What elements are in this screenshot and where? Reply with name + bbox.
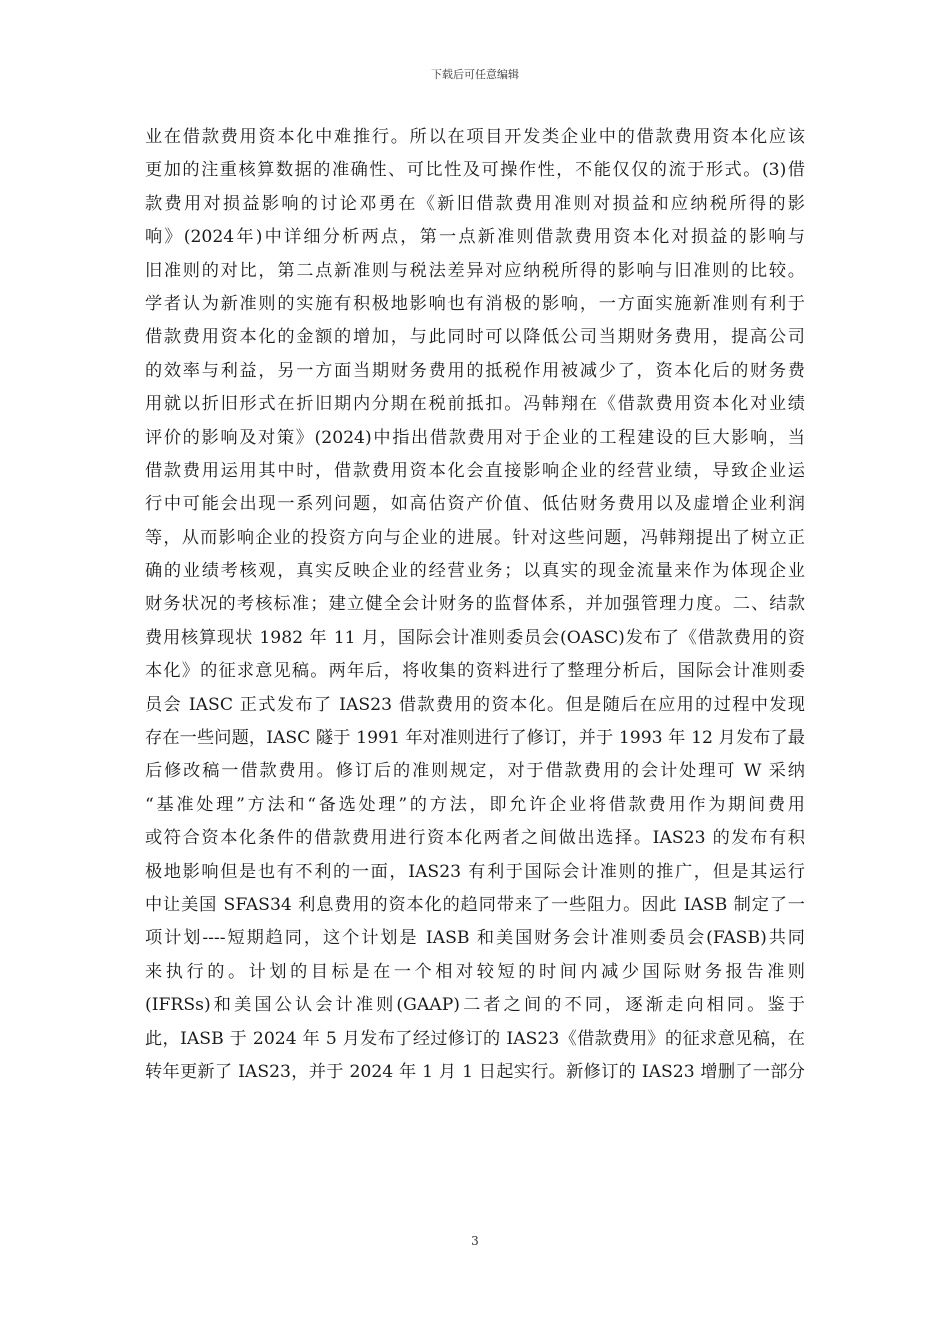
text-line: 等，从而影响企业的投资方向与企业的进展。针对这些问题，冯韩翔提出了树立正 [145,527,805,548]
page-header: 下载后可任意编辑 [431,68,519,81]
text-line: (IFRSs)和美国公认会计准则(GAAP)二者之间的不同，逐渐走向相同。鉴于 [145,995,805,1016]
text-line: 存在一些问题，IASC 隧于 1991 年对准则进行了修订，并于 1993 年 12 月发布了最 [145,728,805,749]
text-line: 极地影响但是也有不利的一面，IAS23 有利于国际会计准则的推广，但是其运行 [145,861,805,882]
text-line: 费用核算现状 1982 年 11 月，国际会计准则委员会(OASC)发布了《借款费用的资 [145,627,805,648]
text-line: 用就以折旧形式在折旧期内分期在税前抵扣。冯韩翔在《借款费用资本化对业绩 [145,394,805,415]
text-line: 来执行的。计划的目标是在一个相对较短的时间内减少国际财务报告准则 [145,961,805,982]
text-line: 财务状况的考核标准；建立健全会计财务的监督体系，并加强管理力度。二、结款 [145,594,805,615]
text-line: 或符合资本化条件的借款费用进行资本化两者之间做出选择。IAS23 的发布有积 [145,828,805,849]
text-line: 响》(2024年)中详细分析两点，第一点新准则借款费用资本化对损益的影响与 [145,227,805,248]
text-line: 行中可能会出现一系列问题，如高估资产价值、低估财务费用以及虚增企业利润 [145,494,805,515]
text-line: 项计划----短期趋同，这个计划是 IASB 和美国财务会计准则委员会(FASB)共同 [145,928,805,949]
text-line: 本化》的征求意见稿。两年后，将收集的资料进行了整理分析后，国际会计准则委 [145,661,805,682]
text-line: 后修改稿一借款费用。修订后的准则规定，对于借款费用的会计处理可 W 采纳 [145,761,805,782]
text-line: 学者认为新准则的实施有积极地影响也有消极的影响，一方面实施新准则有利于 [145,293,805,314]
text-line: 评价的影响及对策》(2024)中指出借款费用对于企业的工程建设的巨大影响，当 [145,427,805,448]
text-line: 借款费用运用其中时，借款费用资本化会直接影响企业的经营业绩，导致企业运 [145,460,805,481]
text-line: 旧准则的对比，第二点新准则与税法差异对应纳税所得的影响与旧准则的比较。 [145,260,805,281]
page-number: 3 [471,1234,479,1248]
text-line: 此，IASB 于 2024 年 5 月发布了经过修订的 IAS23《借款费用》的征求意见稿，在 [145,1028,805,1049]
text-line: 中让美国 SFAS34 利息费用的资本化的趋同带来了一些阻力。因此 IASB 制定了一 [145,894,805,915]
text-line: 款费用对损益影响的讨论邓勇在《新旧借款费用准则对损益和应纳税所得的影 [145,193,805,214]
text-line: “基准处理”方法和“备选处理”的方法，即允许企业将借款费用作为期间费用 [145,794,805,815]
text-line: 业在借款费用资本化中难推行。所以在项目开发类企业中的借款费用资本化应该 [145,127,805,147]
body-text [145,121,805,1089]
text-line: 更加的注重核算数据的准确性、可比性及可操作性，不能仅仅的流于形式。(3)借 [145,160,805,181]
text-line: 确的业绩考核观，真实反映企业的经营业务；以真实的现金流量来作为体现企业 [145,561,805,582]
text-line: 借款费用资本化的金额的增加，与此同时可以降低公司当期财务费用，提高公司 [145,327,805,348]
text-line: 的效率与利益，另一方面当期财务费用的抵税作用被减少了，资本化后的财务费 [145,360,805,381]
text-line: 员会 IASC 正式发布了 IAS23 借款费用的资本化。但是随后在应用的过程中发现 [145,694,805,715]
text-line: 转年更新了 IAS23，并于 2024 年 1 月 1 日起实行。新修订的 IAS23 增删了一部分 [145,1061,805,1082]
